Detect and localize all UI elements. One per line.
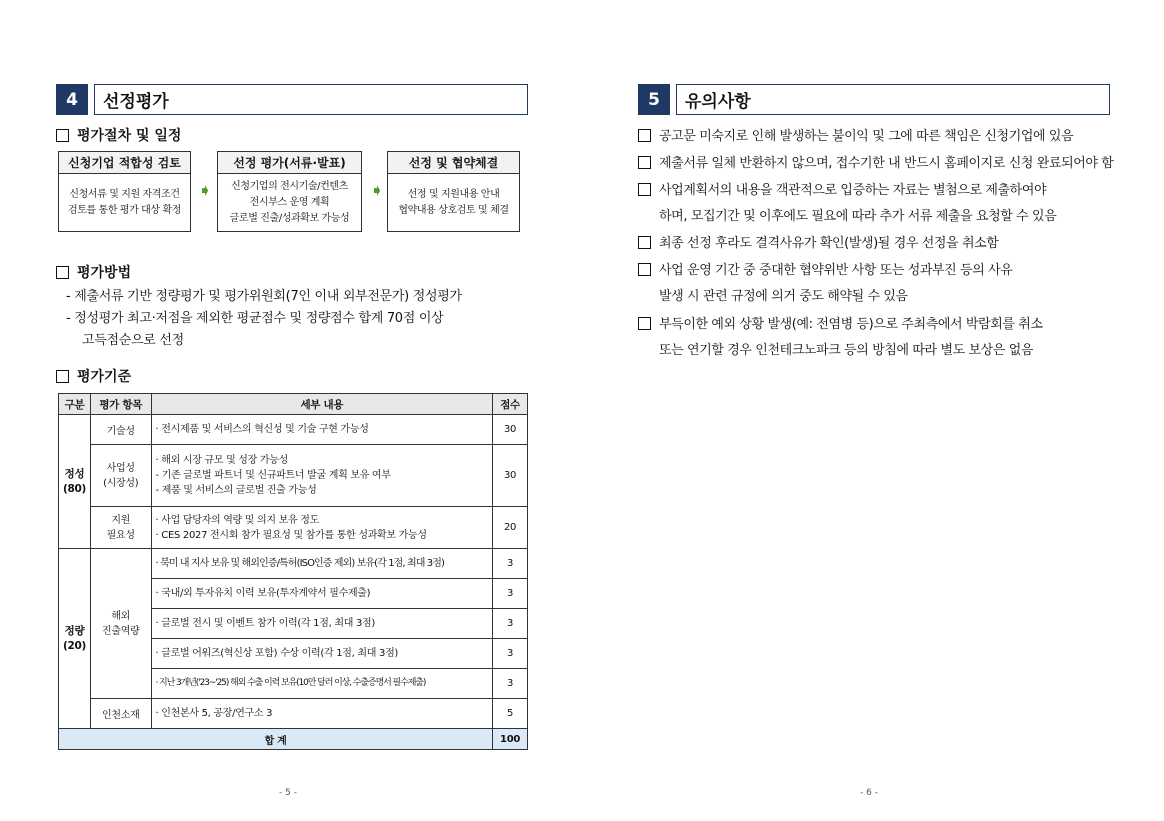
notice-item [638,232,998,251]
score-cell: 5 [493,699,528,729]
score-cell: 3 [493,609,528,639]
method-line: - 제출서류 기반 정량평가 및 평가위원회(7인 이내 외부전문가) 정성평가 [66,289,462,304]
detail-cell [151,609,493,639]
process-step-line: 글로벌 진출/성과확보 가능성 [229,213,350,224]
square-bullet-icon [638,156,651,169]
item-cell [90,699,151,729]
score-cell: 3 [493,579,528,609]
item-label: 해외 [111,610,131,622]
notice-text: 최종 선정 후라도 결격사유가 확인(발생)될 경우 선정을 취소함 [659,236,999,251]
table-header: 점수 [493,394,528,415]
square-bullet-icon [638,183,651,196]
criteria-heading [56,366,131,386]
group-cell-quantitative [59,549,91,729]
arrow-right-icon: ➧ [197,181,213,201]
notice-text: 제출서류 일체 반환하지 않으며, 접수기한 내 반드시 홈페이지로 신청 완료되어야 함 [659,156,1114,171]
process-step-title: 선정 및 협약체결 [388,152,519,174]
table-row [59,507,528,549]
detail-cell [151,699,493,729]
section-number: 5 [638,84,670,115]
score-cell: 3 [493,639,528,669]
square-bullet-icon [638,263,651,276]
detail-line: · 국내/외 투자유치 이력 보유(투자계약서 필수제출) [155,588,371,599]
item-label: 기술성 [106,426,135,437]
item-label: 지원 [111,514,131,526]
page-number: - 6 - [860,788,878,798]
procedure-heading-text: 평가절차 및 일정 [77,128,182,144]
score-cell: 3 [493,549,528,579]
notice-item [638,125,1073,144]
table-row [59,445,528,507]
group-points: (80) [62,482,86,495]
notice-item [638,259,1012,278]
process-step-title: 신청기업 적합성 검토 [59,152,190,174]
notice-text: 부득이한 예외 상황 발생(예: 전염병 등)으로 주최측에서 박람회를 취소 [659,317,1043,332]
process-step-1 [58,151,191,232]
table-header: 구분 [59,394,91,415]
process-step-line: 선정 및 지원내용 안내 [407,189,500,200]
item-label: 사업성 [106,462,135,474]
page-6 [582,0,1164,821]
detail-line: · 글로벌 전시 및 이벤트 참가 이력(각 1점, 최대 3점) [155,618,375,629]
notice-text: 사업계획서의 내용을 객관적으로 입증하는 자료는 별첨으로 제출하여야 [659,183,1047,198]
detail-line: · 글로벌 어워즈(혁신상 포함) 수상 이력(각 1점, 최대 3점) [155,648,399,659]
square-bullet-icon [56,370,69,383]
criteria-heading-text: 평가기준 [77,369,132,385]
detail-cell [151,445,493,507]
item-cell [90,507,151,549]
detail-cell [151,507,493,549]
table-total-row [59,729,528,750]
item-cell [90,549,151,699]
detail-line: · 해외 시장 규모 및 성장 가능성 [155,455,288,466]
process-step-3 [387,151,520,232]
detail-line: · 북미 내 지사 보유 및 해외인증/특허(ISO인증 제외) 보유(각 1점, 최대 3점) [155,558,445,569]
detail-cell [151,579,493,609]
method-heading-text: 평가방법 [77,265,132,281]
method-line: 고득점순으로 선정 [82,333,184,348]
item-label: (시장성) [103,477,139,489]
notice-item [638,152,1113,171]
detail-line: - 제품 및 서비스의 글로벌 진출 가능성 [155,485,317,496]
group-cell-qualitative [59,415,91,549]
notice-item [638,313,1043,332]
total-score: 100 [493,729,528,750]
process-step-body [59,174,190,232]
detail-cell [151,639,493,669]
section-title: 유의사항 [676,84,1110,115]
process-step-line: 협약내용 상호검토 및 체결 [398,205,509,216]
process-step-body [218,174,361,232]
square-bullet-icon [56,129,69,142]
detail-cell [151,415,493,445]
square-bullet-icon [638,129,651,142]
detail-line: · CES 2027 전시회 참가 필요성 및 참가를 통한 성과확보 가능성 [155,529,427,541]
table-row [59,549,528,579]
method-line: - 정성평가 최고·저점을 제외한 평균점수 및 정량점수 합계 70점 이상 [66,311,444,326]
score-cell: 30 [493,415,528,445]
detail-cell [151,549,493,579]
process-step-title: 선정 평가(서류·발표) [218,152,361,174]
detail-cell [151,669,493,699]
item-label: 진출역량 [101,625,140,637]
table-header: 세부 내용 [151,394,493,415]
score-cell: 30 [493,445,528,507]
process-step-line: 신청서류 및 지원 자격조건 [69,189,180,200]
notice-continuation: 또는 연기할 경우 인천테크노파크 등의 방침에 따라 별도 보상은 없음 [659,343,1034,358]
evaluation-criteria-table [58,393,528,750]
score-cell: 20 [493,507,528,549]
detail-line: · 인천본사 5, 공장/연구소 3 [155,708,273,719]
detail-line: · 사업 담당자의 역량 및 의지 보유 정도 [155,514,319,526]
method-heading [56,262,131,282]
notice-item [638,179,1046,198]
process-step-line: 전시부스 운영 계획 [249,197,330,208]
process-step-2 [217,151,362,232]
page-number: - 5 - [279,788,297,798]
process-step-line: 신청기업의 전시기술/컨텐츠 [231,181,348,192]
notice-continuation: 하며, 모집기간 및 이후에도 필요에 따라 추가 서류 제출을 요청할 수 있음 [659,209,1057,224]
total-label: 합 계 [59,729,493,750]
group-label: 정성 [64,467,85,480]
process-step-line: 검토를 통한 평가 대상 확정 [68,205,181,216]
process-step-body [388,174,519,232]
arrow-right-icon: ➧ [369,181,385,201]
square-bullet-icon [56,266,69,279]
item-cell [90,415,151,445]
group-points: (20) [62,639,86,652]
table-header-row [59,394,528,415]
detail-line: · 전시제품 및 서비스의 혁신성 및 기술 구현 가능성 [155,424,369,435]
item-label: 필요성 [106,529,135,541]
square-bullet-icon [638,317,651,330]
item-cell [90,445,151,507]
notice-continuation: 발생 시 관련 규정에 의거 중도 해약될 수 있음 [659,289,908,304]
item-label: 인천소재 [101,710,140,721]
table-row [59,699,528,729]
section-header-notes [638,84,1110,115]
group-label: 정량 [64,624,85,637]
section-number: 4 [56,84,88,115]
section-title: 선정평가 [94,84,528,115]
procedure-heading [56,125,181,145]
section-header-evaluation [56,84,528,115]
detail-line: · 지난 3개년('23~'25) 해외 수출 이력 보유(10만 달러 이상, 수출증명서 필수제출) [155,678,426,688]
table-header: 평가 항목 [90,394,151,415]
square-bullet-icon [638,236,651,249]
table-row [59,415,528,445]
score-cell: 3 [493,669,528,699]
detail-line: - 기존 글로벌 파트너 및 신규파트너 발굴 계획 보유 여부 [155,470,391,481]
notice-text: 공고문 미숙지로 인해 발생하는 불이익 및 그에 따른 책임은 신청기업에 있음 [659,129,1074,144]
notice-text: 사업 운영 기간 중 중대한 협약위반 사항 또는 성과부진 등의 사유 [659,263,1013,278]
